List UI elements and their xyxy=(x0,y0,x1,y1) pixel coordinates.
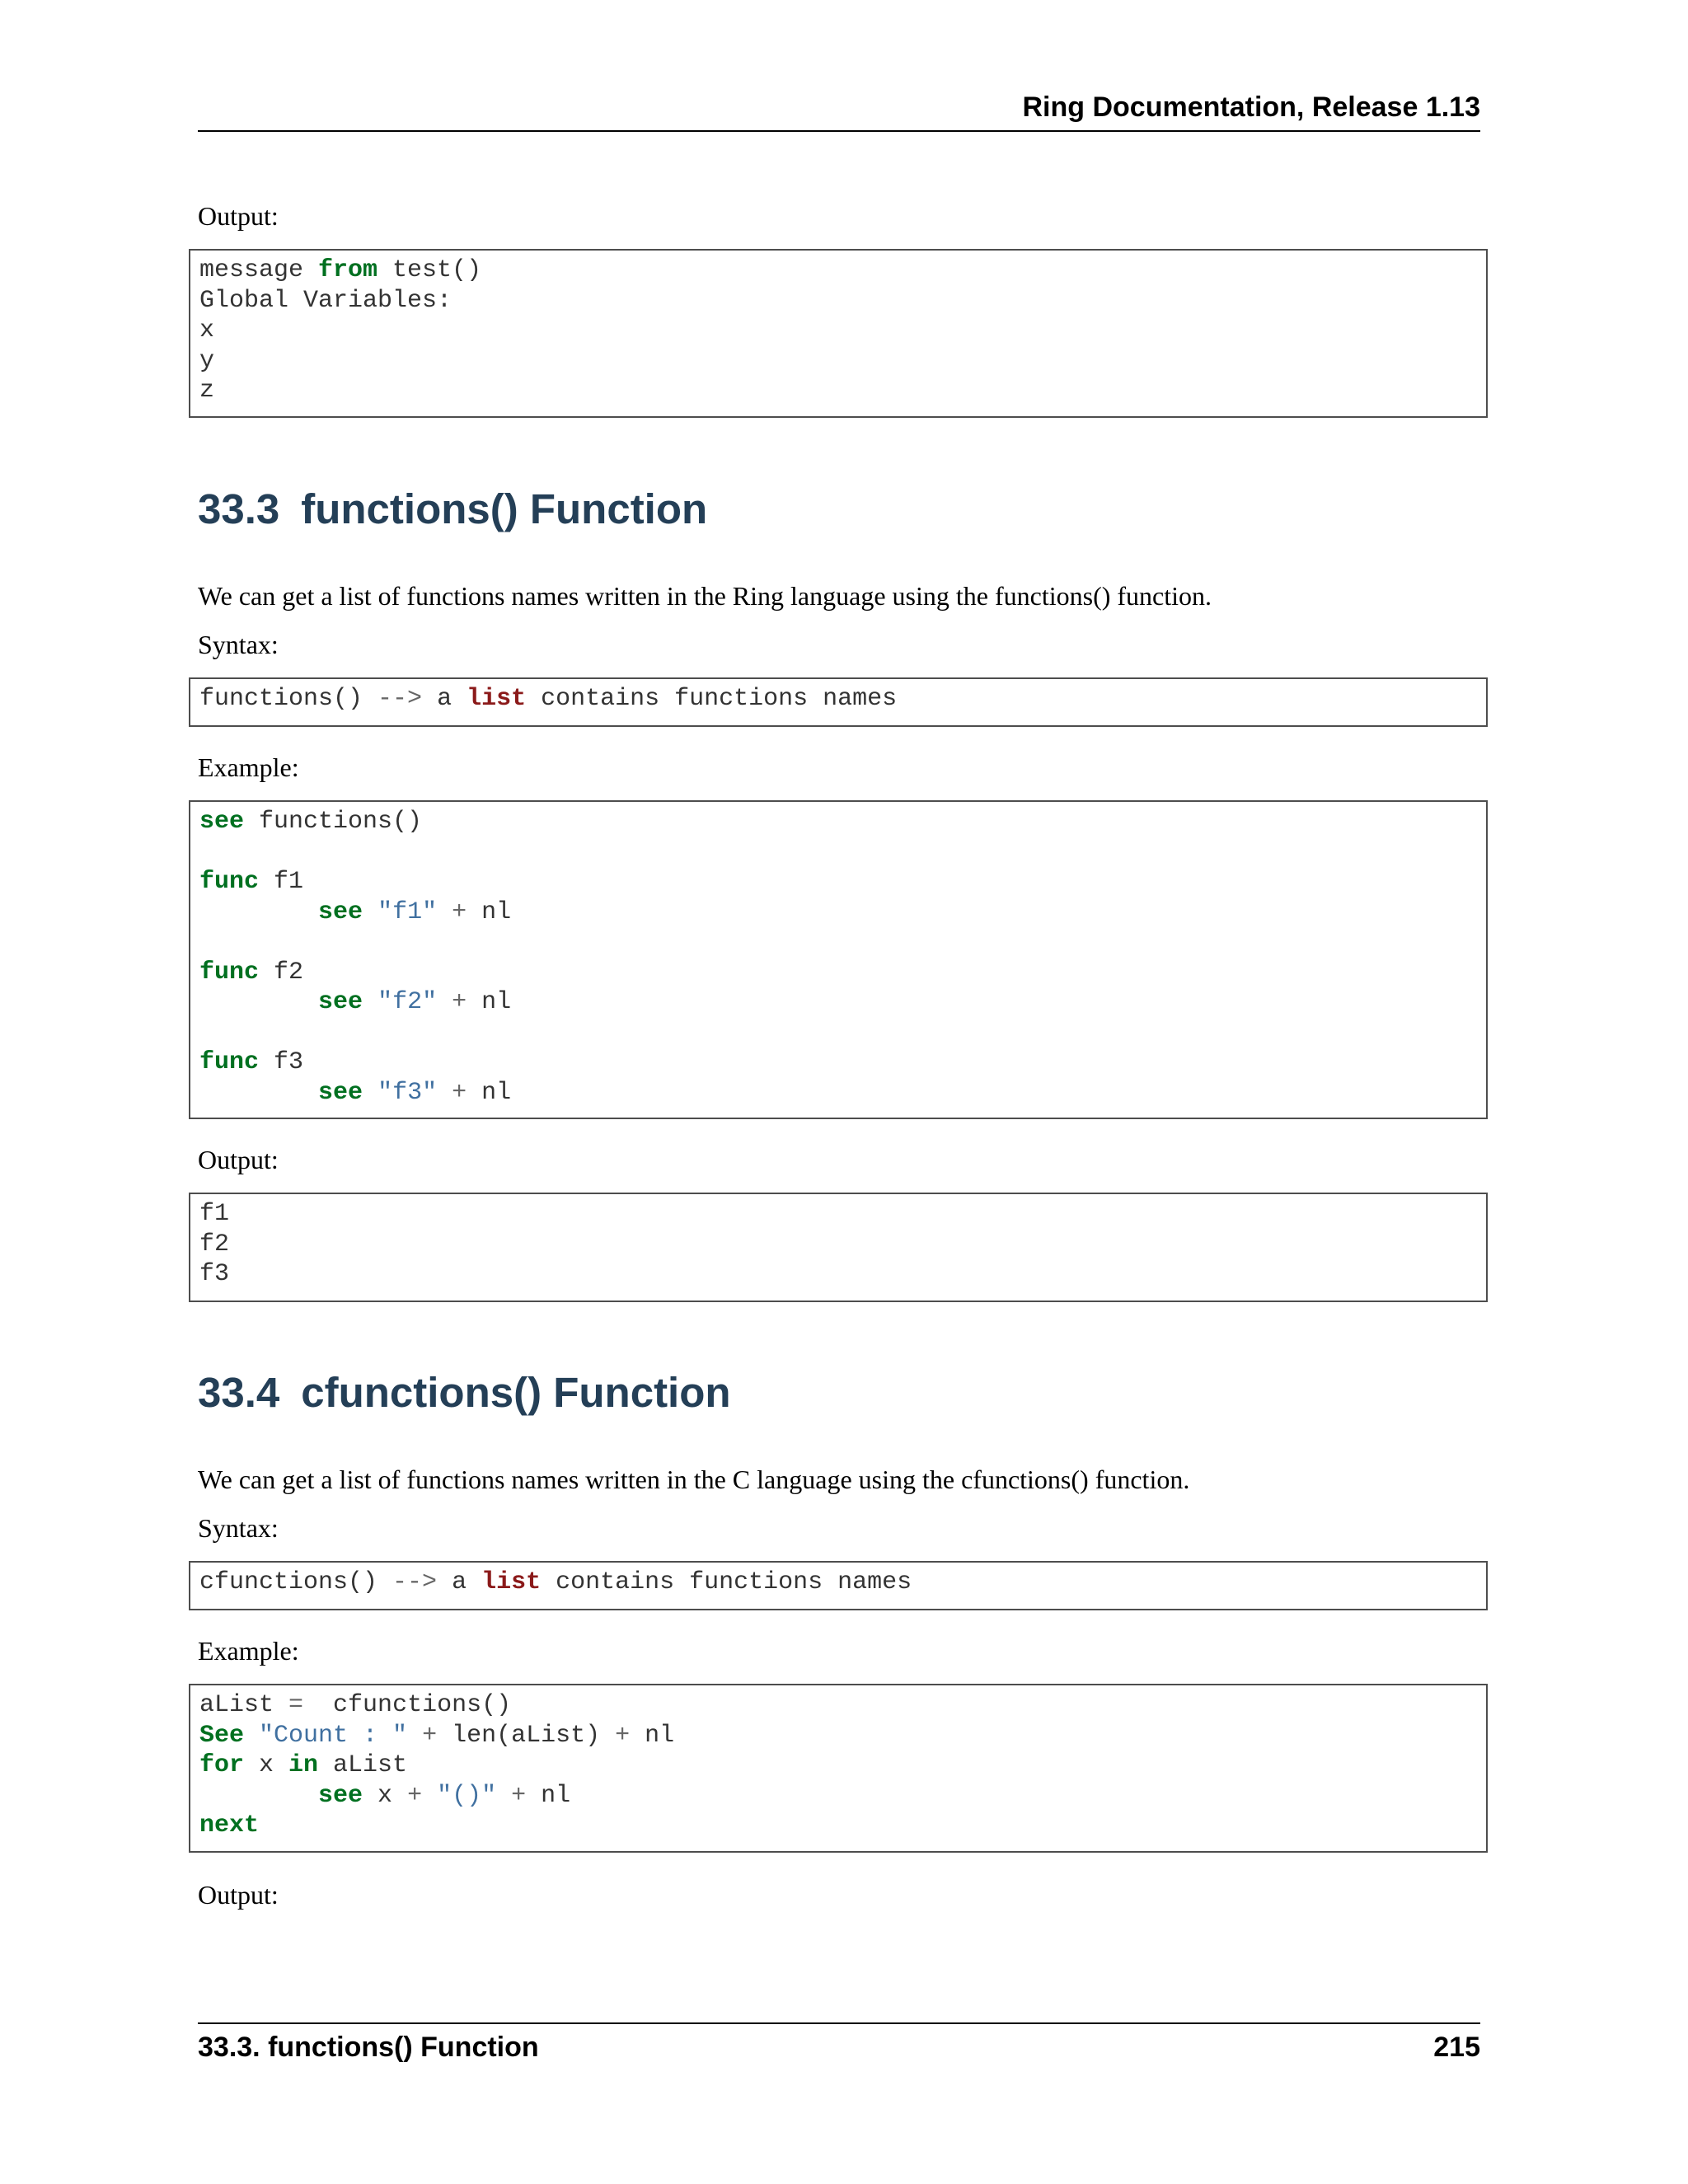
code-text: y xyxy=(199,346,215,375)
code-text: test() xyxy=(377,256,482,284)
code-text: Global Variables: xyxy=(199,286,452,315)
output-label: Output: xyxy=(198,201,279,231)
code-text: message xyxy=(199,256,319,284)
code-keyword: next xyxy=(199,1811,260,1840)
code-operator: + xyxy=(452,988,467,1016)
section-number: 33.4 xyxy=(198,1369,280,1416)
code-text: aList xyxy=(199,1691,289,1719)
code-string: "f2" xyxy=(377,988,438,1016)
section-number: 33.3 xyxy=(198,485,280,532)
code-keyword: see xyxy=(199,808,245,836)
code-keyword: see xyxy=(318,1078,363,1107)
code-text: len(aList) xyxy=(437,1721,616,1750)
page-header xyxy=(198,89,1480,132)
code-keyword: from xyxy=(318,256,378,284)
code-block-output-functions[interactable] xyxy=(189,1193,1488,1302)
code-operator: + xyxy=(452,1078,467,1107)
code-text: contains functions names xyxy=(541,1568,912,1596)
code-keyword: see xyxy=(318,1781,363,1810)
code-keyword: func xyxy=(199,868,260,896)
code-text: nl xyxy=(467,898,512,926)
code-text: f2 xyxy=(259,958,304,987)
section-heading-functions xyxy=(198,485,707,533)
code-operator: + xyxy=(511,1781,527,1810)
footer-section-link[interactable]: 33.3. functions() Function xyxy=(198,2032,539,2063)
code-block-example-functions[interactable] xyxy=(189,800,1488,1119)
code-text: nl xyxy=(630,1721,675,1750)
code-operator: + xyxy=(615,1721,631,1750)
code-text: f1 xyxy=(199,1200,230,1228)
section-title: functions() Function xyxy=(301,485,708,532)
code-text: a xyxy=(422,685,467,713)
code-text: a xyxy=(437,1568,482,1596)
code-operator: = xyxy=(288,1691,304,1719)
code-operator: + xyxy=(452,898,467,926)
code-keyword: func xyxy=(199,1048,260,1076)
code-string: "()" xyxy=(437,1781,497,1810)
code-comment: --> xyxy=(377,685,423,713)
code-text: cfunctions() xyxy=(303,1691,512,1719)
code-text: aList xyxy=(318,1751,408,1779)
output-label: Output: xyxy=(198,1880,279,1910)
code-text: nl xyxy=(467,988,512,1016)
code-text: z xyxy=(199,377,215,405)
syntax-label: Syntax: xyxy=(198,630,279,659)
code-text: x xyxy=(199,316,215,344)
code-block-output-globals[interactable] xyxy=(189,249,1488,418)
syntax-label: Syntax: xyxy=(198,1513,279,1543)
page-number: 215 xyxy=(1433,2032,1480,2063)
output-label: Output: xyxy=(198,1145,279,1174)
code-text: f2 xyxy=(199,1230,230,1258)
code-text: x xyxy=(244,1751,289,1779)
code-text: contains functions names xyxy=(526,685,898,713)
code-comment: --> xyxy=(392,1568,438,1596)
code-keyword: see xyxy=(318,988,363,1016)
code-keyword: see xyxy=(318,898,363,926)
code-keyword: func xyxy=(199,958,260,987)
code-text: functions() xyxy=(199,685,378,713)
code-text: nl xyxy=(467,1078,512,1107)
code-keyword: for xyxy=(199,1751,245,1779)
code-string: "Count : " xyxy=(259,1721,408,1750)
code-string: "f1" xyxy=(377,898,438,926)
code-text: f3 xyxy=(259,1048,304,1076)
page-footer xyxy=(198,2022,1480,2074)
section-intro: We can get a list of functions names written in the C language using the cfunctions() function. xyxy=(198,1465,1190,1494)
code-block-syntax-functions[interactable] xyxy=(189,677,1488,727)
code-block-example-cfunctions[interactable] xyxy=(189,1684,1488,1853)
code-builtin: list xyxy=(467,685,527,713)
section-heading-cfunctions xyxy=(198,1368,731,1417)
code-operator: + xyxy=(422,1721,438,1750)
code-builtin: list xyxy=(481,1568,542,1596)
example-label: Example: xyxy=(198,1636,299,1666)
example-label: Example: xyxy=(198,752,299,782)
code-text: cfunctions() xyxy=(199,1568,393,1596)
code-keyword: in xyxy=(288,1751,319,1779)
code-text: f3 xyxy=(199,1260,230,1288)
section-intro: We can get a list of functions names written in the Ring language using the functions() function. xyxy=(198,581,1212,611)
code-text: functions() xyxy=(244,808,423,836)
code-text: x xyxy=(363,1781,408,1810)
code-text: f1 xyxy=(259,868,304,896)
document-title: Ring Documentation, Release 1.13 xyxy=(1022,91,1480,123)
section-title: cfunctions() Function xyxy=(301,1369,731,1416)
code-text: nl xyxy=(526,1781,571,1810)
code-string: "f3" xyxy=(377,1078,438,1107)
code-block-syntax-cfunctions[interactable] xyxy=(189,1561,1488,1610)
code-keyword: See xyxy=(199,1721,245,1750)
code-operator: + xyxy=(407,1781,423,1810)
